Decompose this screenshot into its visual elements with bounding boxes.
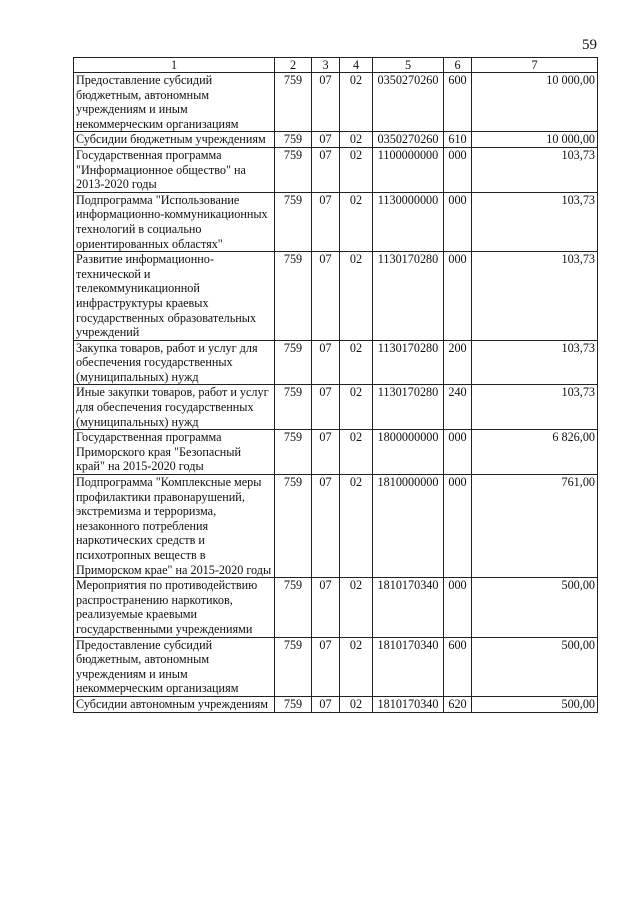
row-code-4: 02 [340,578,373,637]
row-name: Мероприятия по противодействию распространению наркотиков, реализуемые краевыми государственными учреждениями [74,578,275,637]
row-amount: 103,73 [472,147,598,192]
table-row [74,340,598,385]
row-code-5: 1810170340 [373,637,444,696]
row-code-2: 759 [275,385,312,430]
row-code-5: 1100000000 [373,147,444,192]
table-row [74,147,598,192]
row-code-6: 600 [444,637,472,696]
row-code-4: 02 [340,385,373,430]
row-code-5: 1130170280 [373,252,444,341]
row-code-5: 0350270260 [373,73,444,132]
row-code-2: 759 [275,132,312,148]
row-code-2: 759 [275,637,312,696]
row-code-2: 759 [275,252,312,341]
table-row [74,73,598,132]
row-code-6: 000 [444,475,472,578]
row-code-5: 1130170280 [373,340,444,385]
table-row [74,385,598,430]
row-code-3: 07 [312,147,340,192]
row-code-3: 07 [312,475,340,578]
row-code-5: 1130170280 [373,385,444,430]
header-col-7: 7 [472,58,598,73]
row-name: Субсидии автономным учреждениям [74,696,275,712]
row-code-3: 07 [312,192,340,251]
row-code-3: 07 [312,385,340,430]
row-code-6: 000 [444,430,472,475]
row-code-2: 759 [275,147,312,192]
row-code-2: 759 [275,340,312,385]
header-col-3: 3 [312,58,340,73]
row-code-3: 07 [312,696,340,712]
row-code-3: 07 [312,430,340,475]
row-name: Развитие информационно-технической и телекоммуникационной инфраструктуры краевых государственных образовательных учреждений [74,252,275,341]
row-code-4: 02 [340,340,373,385]
row-code-4: 02 [340,147,373,192]
table-row [74,192,598,251]
header-col-4: 4 [340,58,373,73]
row-amount: 500,00 [472,578,598,637]
row-name: Подпрограмма "Комплексные меры профилактики правонарушений, экстремизма и терроризма, незаконного потребления наркотических средств и психотропных веществ в Приморском крае" на 2015-2020 годы [74,475,275,578]
budget-table [73,57,598,713]
row-code-2: 759 [275,696,312,712]
row-code-4: 02 [340,475,373,578]
row-name: Предоставление субсидий бюджетным, автономным учреждениям и иным некоммерческим организациям [74,73,275,132]
row-code-4: 02 [340,430,373,475]
row-code-6: 000 [444,578,472,637]
row-code-6: 200 [444,340,472,385]
table-row [74,696,598,712]
row-code-6: 610 [444,132,472,148]
row-code-4: 02 [340,696,373,712]
row-code-4: 02 [340,132,373,148]
row-name: Закупка товаров, работ и услуг для обеспечения государственных (муниципальных) нужд [74,340,275,385]
row-amount: 103,73 [472,385,598,430]
row-code-4: 02 [340,192,373,251]
row-name: Подпрограмма "Использование информационно-коммуникационных технологий в социально ориентированных областях" [74,192,275,251]
row-code-6: 600 [444,73,472,132]
row-code-5: 1800000000 [373,430,444,475]
row-code-2: 759 [275,578,312,637]
table-row [74,430,598,475]
header-col-5: 5 [373,58,444,73]
row-code-2: 759 [275,475,312,578]
row-code-6: 000 [444,192,472,251]
row-name: Государственная программа "Информационное общество" на 2013-2020 годы [74,147,275,192]
row-name: Предоставление субсидий бюджетным, автономным учреждениям и иным некоммерческим организациям [74,637,275,696]
header-col-2: 2 [275,58,312,73]
row-name: Субсидии бюджетным учреждениям [74,132,275,148]
row-code-5: 0350270260 [373,132,444,148]
row-amount: 10 000,00 [472,132,598,148]
table-row [74,637,598,696]
row-code-3: 07 [312,73,340,132]
table-row [74,578,598,637]
row-code-5: 1810000000 [373,475,444,578]
row-code-3: 07 [312,340,340,385]
row-amount: 103,73 [472,192,598,251]
row-name: Государственная программа Приморского края "Безопасный край" на 2015-2020 годы [74,430,275,475]
row-amount: 103,73 [472,340,598,385]
row-code-2: 759 [275,192,312,251]
row-code-3: 07 [312,637,340,696]
table-row [74,475,598,578]
row-code-5: 1810170340 [373,578,444,637]
row-name: Иные закупки товаров, работ и услуг для обеспечения государственных (муниципальных) нужд [74,385,275,430]
row-code-3: 07 [312,252,340,341]
row-code-6: 000 [444,252,472,341]
row-code-6: 000 [444,147,472,192]
row-amount: 6 826,00 [472,430,598,475]
row-code-6: 620 [444,696,472,712]
row-amount: 761,00 [472,475,598,578]
header-col-6: 6 [444,58,472,73]
row-code-5: 1810170340 [373,696,444,712]
row-code-3: 07 [312,132,340,148]
row-amount: 103,73 [472,252,598,341]
row-code-5: 1130000000 [373,192,444,251]
row-code-4: 02 [340,637,373,696]
header-row [74,58,598,73]
table-row [74,252,598,341]
row-code-4: 02 [340,73,373,132]
row-code-4: 02 [340,252,373,341]
header-col-1: 1 [74,58,275,73]
page-number: 59 [582,37,597,53]
row-code-6: 240 [444,385,472,430]
table-row [74,132,598,148]
row-code-3: 07 [312,578,340,637]
row-amount: 10 000,00 [472,73,598,132]
row-code-2: 759 [275,73,312,132]
row-amount: 500,00 [472,696,598,712]
row-code-2: 759 [275,430,312,475]
row-amount: 500,00 [472,637,598,696]
